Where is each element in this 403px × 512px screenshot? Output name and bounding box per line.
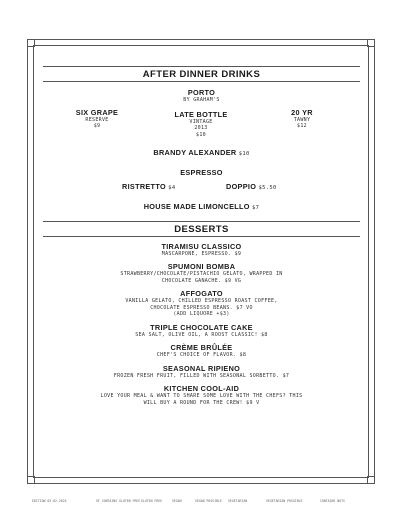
six-grape-name: SIX GRAPE [75,107,119,117]
porto-name: PORTO [187,88,216,97]
footer-legend-item: GLUTEN FREE [141,499,163,503]
dessert-description: CHEF'S CHOICE OF FLAVOR. $8 [156,352,247,358]
footer-legend-item: VEGETARIAN [228,499,248,503]
twenty-yr-price: $12 [297,123,307,129]
dessert-description: CHOCOLATE GANACHE. $9 VG [161,277,242,284]
footer-legend-item: CONTAINS NUTS [320,499,345,503]
limoncello-price: $7 [252,204,260,211]
section-rule [43,221,360,222]
dessert-item [40,384,363,406]
footer-legend-item: VEGETARIAN POSSIBLE [266,499,303,503]
dessert-name: TIRAMISU CLASSICO [161,241,242,251]
dessert-name: AFFOGATO [180,289,223,298]
ristretto-name: RISTRETTO [122,181,166,191]
ristretto-price: $4 [168,184,176,191]
menu-content [40,60,363,411]
section-rule [43,81,360,82]
brandy-price: $10 [238,150,250,157]
dessert-description: CHOCOLATE ESPRESSO BEANS. $7 VO [150,304,253,311]
limoncello [40,202,363,213]
corner-ornament [27,39,35,47]
footer-legend-item: GF CONTAINS GLUTEN FREE [96,499,141,503]
six-grape-sub: RESERVE [85,116,109,123]
dessert-item [40,323,363,339]
dessert-item [40,343,363,359]
late-bottle-sub: VINTAGE [189,118,213,125]
corner-ornament [367,39,375,47]
doppio [226,182,277,193]
corner-ornament [27,476,35,484]
dessert-item [40,262,363,284]
doppio-price: $5.50 [258,184,277,191]
late-bottle-price: $10 [196,131,206,138]
late-bottle [160,110,242,139]
dessert-description: SEA SALT, OLIVE OIL, A ROOST CLASSIC! $8 [135,331,268,338]
port-options [40,108,363,144]
corner-ornament [367,476,375,484]
footer-legend-item: VEGAN POSSIBLE [195,499,222,503]
twenty-yr-name: 20 YR [291,107,313,117]
footer-legend-item: VEGAN [172,499,182,503]
footer [0,499,403,507]
footer-edition: EDITION 03.02.2024 [32,499,67,503]
dessert-name: SEASONAL RIPIENO [162,363,241,373]
limoncello-name: HOUSE MADE LIMONCELLO [143,201,250,211]
after-dinner-title: AFTER DINNER DRINKS [142,69,261,80]
espresso-options [40,182,363,192]
doppio-name: DOPPIO [226,181,257,191]
dessert-item [40,289,363,318]
late-bottle-name: LATE BOTTLE [174,109,228,119]
desserts-title: DESSERTS [174,223,229,235]
dessert-description: STRAWBERRY/CHOCOLATE/PISTACHIO GELATO, WRAPPED IN [120,271,283,277]
brandy-name: BRANDY ALEXANDER [153,147,237,157]
espresso-heading: ESPRESSO [180,167,223,177]
brandy-alexander [40,148,363,159]
porto-block [40,88,363,104]
dessert-list [40,242,363,407]
dessert-name: CRÈME BRÛLÉE [170,343,233,352]
twenty-yr-sub: TAWNY [293,116,311,123]
dessert-description: LOVE YOUR MEAL & WANT TO SHARE SOME LOVE WITH THE CHEFS? THIS [100,393,303,399]
late-bottle-year: 2013 [194,125,208,131]
dessert-item [40,242,363,258]
section-rule [43,236,360,237]
section-rule [43,66,360,67]
dessert-name: KITCHEN COOL-AID [163,384,240,393]
dessert-item [40,364,363,380]
porto-sub: BY GRAHAM'S [183,97,220,103]
twenty-yr [272,108,332,130]
ristretto [122,182,175,193]
six-grape-price: $9 [93,123,101,129]
dessert-name: SPUMONI BOMBA [167,262,236,271]
dessert-description: MASCARPONE, ESPRESSO. $9 [161,250,242,257]
dessert-description: FROZEN FRESH FRUIT, FILLED WITH SEASONAL SORBETTO. $7 [113,372,290,379]
dessert-description: (ADD LIQUORE +$3) [173,311,230,317]
dessert-name: TRIPLE CHOCOLATE CAKE [150,322,253,332]
dessert-description: WILL BUY A ROUND FOR THE CREW! $9 V [143,399,260,406]
dessert-description: VANILLA GELATO, CHILLED ESPRESSO ROAST COFFEE, [125,298,278,304]
six-grape [62,108,132,130]
